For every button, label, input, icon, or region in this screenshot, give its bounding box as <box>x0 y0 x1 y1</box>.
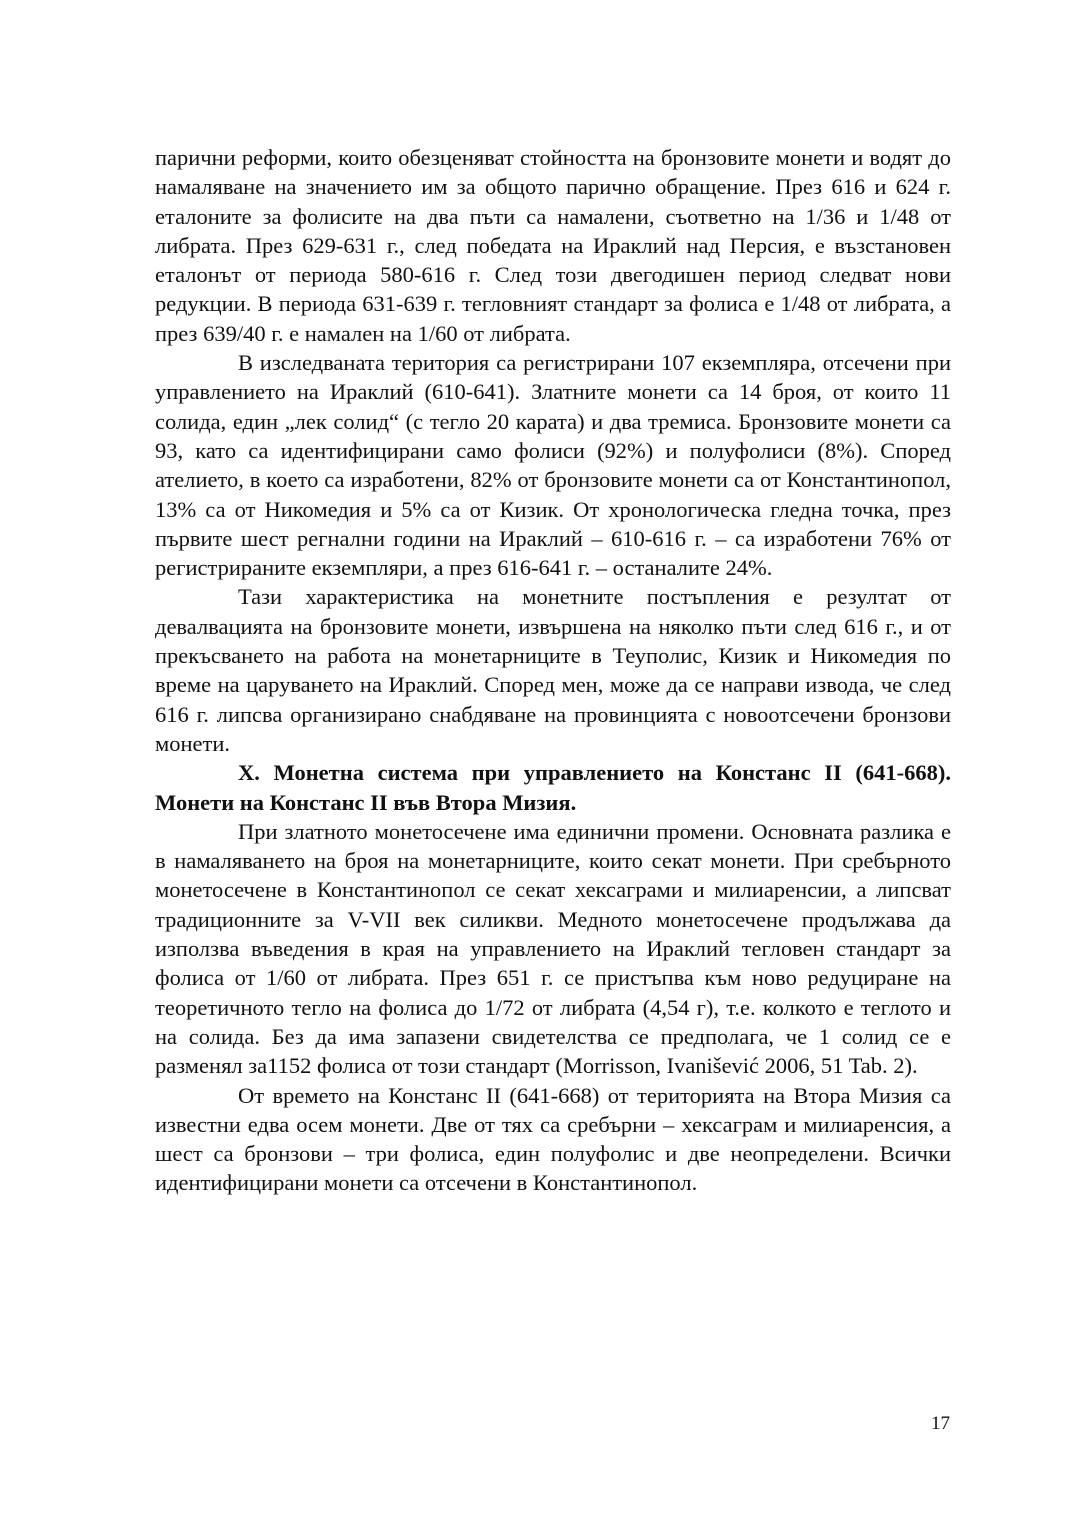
paragraph-heraclius-coins: В изследваната територия са регистрирани 107 екземпляра, отсечени при управлението на Ираклий (610-641). Златните монети са 14 броя, от които 11 солида, един „лек солид“ (с тегло 20 карата) и два тремиса. Бронзовите монети са 93, като са идентифицирани само фолиси (92%) и полуфолиси (8%). Според ателието, в което са изработени, 82% от бронзовите монети са от Константинопол, 13% са от Никомедия и 5% са от Кизик. От хронологическа гледна точка, през първите шест регнални години на Ираклий – 610-616 г. – са изработени 76% от регистрираните екземпляри, а през 616-641 г. – останалите 24%. <box>155 350 951 581</box>
paragraph-devaluation: Тази характеристика на монетните постъпления е резултат от девалвацията на бронзовите монети, извършена на няколко пъти след 616 г., и от прекъсването на работа на монетарниците в Теуполис, Кизик и Никомедия по време на царуването на Ираклий. Според мен, може да се направи извода, че след 616 г. липсва организирано снабдяване на провинцията с новоотсечени бронзови монети. <box>155 584 951 756</box>
paragraph-constans-coinage: При златното монетосечене има единични промени. Основната разлика е в намаляването на броя на монетарниците, които секат монети. При сребърното монетосечене в Константинопол се секат хексаграми и милиаренсии, а липсват традиционните за V-VII век силикви. Медното монетосечене продължава да използва въведения в края на управлението на Ираклий тегловен стандарт за фолиса от 1/60 от либрата. През 651 г. се пристъпва към ново редуциране на теоретичното тегло на фолиса до 1/72 от либрата (4,54 г), т.е. колкото е теглото и на солида. Без да има запазени свидетелства се предполага, че 1 солид се е разменял за1152 фолиса от този стандарт (Morrisson, Ivanišević 2006, 51 Tab. 2). <box>155 818 951 1079</box>
paragraph-monetary-reforms: парични реформи, които обезценяват стойността на бронзовите монети и водят до намаляване на значението им за общото парично обращение. През 616 и 624 г. еталоните за фолисите на два пъти са намалени, съответно на 1/36 и 1/48 от либрата. През 629-631 г., след победата на Ираклий над Персия, е възстановен еталонът от периода 580-616 г. След този двегодишен период следват нови редукции. В периода 631-639 г. тегловният стандарт за фолиса е 1/48 от либрата, а през 639/40 г. е намален на 1/60 от либрата. <box>155 145 951 346</box>
page-number: 17 <box>931 1413 950 1434</box>
paragraph-constans-finds: От времето на Констанс II (641-668) от територията на Втора Мизия са известни едва осем монети. Две от тях са сребърни – хексаграм и милиаренсия, а шест са бронзови – три фолиса, един полуфолис и две неопределени. Всички идентифицирани монети са отсечени в Константинопол. <box>155 1082 951 1196</box>
page-body <box>155 143 951 1198</box>
section-heading: X. Монетна система при управлението на Констанс II (641-668). Монети на Констанс II във Втора Мизия. <box>155 760 951 815</box>
